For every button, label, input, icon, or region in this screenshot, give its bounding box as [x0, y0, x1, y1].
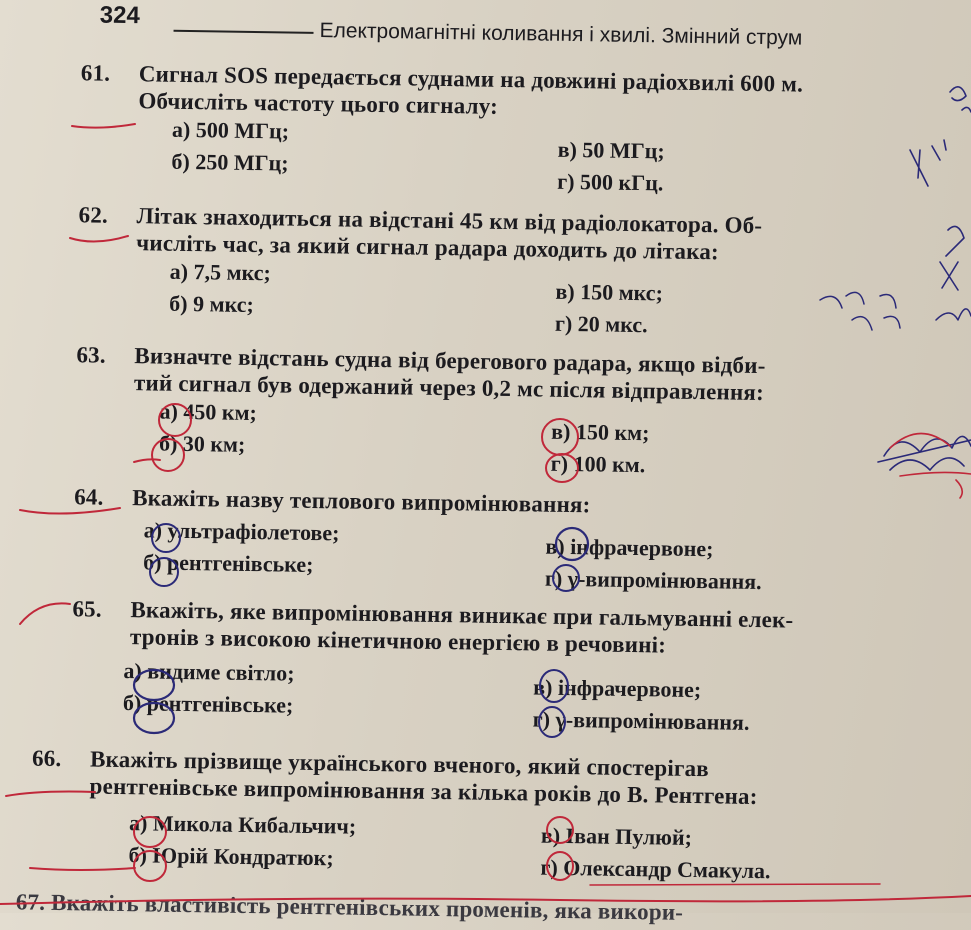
question-text: числіть час, за який сигнал радара доходить до літака: [136, 230, 720, 265]
question-65 [71, 595, 933, 735]
answer-options [77, 257, 938, 338]
option-a[interactable]: а) 500 МГц; [171, 116, 290, 144]
option-c[interactable]: в) інфрачервоне; [533, 674, 702, 703]
question-66 [30, 745, 892, 884]
option-d[interactable]: г) γ-випромінювання. [544, 565, 762, 595]
option-a[interactable]: а) видиме світло; [123, 658, 295, 686]
option-d[interactable]: г) 20 мкс. [554, 310, 648, 338]
header-rule [174, 30, 314, 34]
answer-options [75, 397, 936, 478]
question-text: Обчисліть частоту цього сигналу: [138, 88, 499, 119]
question-number: 65. [72, 596, 102, 622]
question-text: рентгенівське випромінювання за кілька років до В. Рентгена: [89, 773, 758, 809]
question-61 [79, 59, 941, 196]
question-text: тронів з високою кінетичною енергією в речовині: [129, 624, 667, 658]
option-a[interactable]: а) ультрафіолетове; [143, 517, 340, 546]
question-64 [73, 483, 934, 595]
question-number: 66. [31, 745, 62, 772]
page-number: 324 [99, 1, 141, 30]
option-c[interactable]: в) інфрачервоне; [545, 533, 714, 562]
question-62 [77, 201, 939, 338]
option-b[interactable]: б) 250 МГц; [171, 148, 289, 176]
answer-options [30, 801, 891, 884]
option-a[interactable]: а) 7,5 мкс; [169, 258, 271, 286]
option-a[interactable]: а) Микола Кибальчич; [128, 810, 357, 839]
question-text: Визначте відстань судна від берегового радара, якщо відби- [134, 343, 766, 379]
option-b[interactable]: б) 30 км; [158, 430, 246, 457]
answer-options [79, 115, 940, 196]
answer-options [73, 512, 934, 595]
next-question-partial: 67. Вкажіть властивість рентгенівських променів, яка викори- [15, 889, 684, 925]
option-c[interactable]: в) 150 мкс; [555, 278, 664, 306]
question-text: Сигнал SOS передається суднами на довжині радіохвилі 600 м. [138, 61, 804, 97]
question-number: 62. [78, 202, 109, 228]
question-number: 64. [74, 484, 104, 510]
option-b[interactable]: б) рентгенівське; [142, 549, 314, 577]
option-d[interactable]: г) Олександр Смакула. [540, 854, 771, 884]
question-63 [75, 341, 937, 478]
option-a[interactable]: а) 450 км; [159, 398, 258, 426]
question-text: Літак знаходиться на відстані 45 км від радіолокатора. Об- [136, 203, 763, 238]
option-d[interactable]: г) 100 км. [550, 450, 646, 478]
option-c[interactable]: в) 50 МГц; [557, 136, 665, 164]
question-text: Вкажіть назву теплового випромінювання: [132, 485, 591, 518]
chapter-title: Електромагнітні коливання і хвилі. Змінний струм [319, 19, 803, 50]
question-number: 63. [76, 342, 106, 368]
option-d[interactable]: г) γ-випромінювання. [532, 706, 750, 735]
option-c[interactable]: в) Іван Пулюй; [540, 822, 693, 850]
question-text: тий сигнал був одержаний через 0,2 мс після відправлення: [133, 370, 765, 406]
option-b[interactable]: б) 9 мкс; [169, 290, 254, 318]
option-b[interactable]: б) Юрій Кондратюк; [128, 842, 334, 871]
option-b[interactable]: б) рентгенівське; [122, 690, 294, 718]
question-text: Вкажіть, яке випромінювання виникає при гальмуванні елек- [130, 597, 794, 633]
option-c[interactable]: в) 150 км; [551, 418, 650, 446]
option-d[interactable]: г) 500 кГц. [557, 168, 664, 196]
question-number: 61. [80, 60, 111, 86]
question-text: Вкажіть прізвище українського вченого, який спостерігав [89, 746, 710, 782]
answer-options [71, 651, 932, 735]
